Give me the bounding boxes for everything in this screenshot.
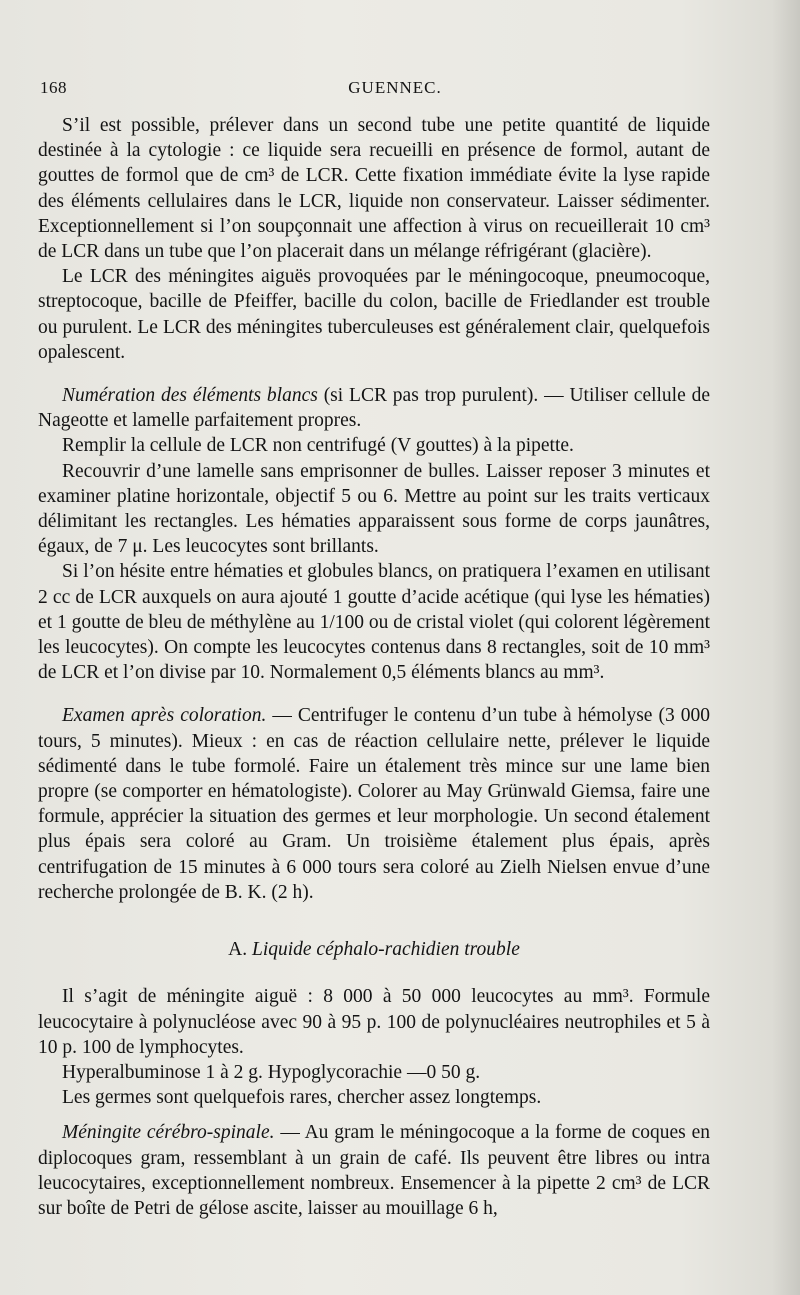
paragraph-cytology: S’il est possible, prélever dans un second tube une petite quantité de liquide destinée à la cytologie : ce liquide sera recueilli en présence de formol, autant de gouttes de formol que de cm³ de LCR. Cette fixation immédiate évite la lyse rapide des éléments cellulaires dans le LCR, liquide non conservateur. Laisser sédimenter. Exceptionnellement si l’on soupçonnait une affection à virus on recueillerait 10 cm³ de LCR dans un tube que l’on placerait dans un mélange réfrigérant (glacière). <box>38 115 710 263</box>
paragraph-acute-meningitis: Le LCR des méningites aiguës provoquées par le méningocoque, pneumocoque, streptocoque, bacille de Pfeiffer, bacille du colon, bacille de Friedlander est trouble ou purulent. Le LCR des méningites tuberculeuses est généralement clair, quelquefois opalescent. <box>38 266 710 363</box>
paragraph-text: — Centrifuger le contenu d’un tube à hémolyse (3 000 tours, 5 minutes). Mieux : en cas de réaction cellulaire nette, prélever le liquide sédimenté dans le tube formolé. Faire un étalement très mince sur une lame bien propre (se comporter en hématologiste). Colorer au May Grünwald Giemsa, faire une formule, apprécier la situation des germes et leur morphologie. Un second étalement plus épais sera coloré au Gram. Un troisième étalement plus épais, après centrifugation de 15 minutes à 6 000 tours sera coloré au Zielh Nielsen envue d’une recherche prolongée de B. K. (2 h). <box>38 705 710 903</box>
paragraph-lead: Examen après coloration. <box>62 705 267 727</box>
paragraph-cover-slip: Recouvrir d’une lamelle sans emprisonner de bulles. Laisser reposer 3 minutes et examiner platine horizontale, objectif 5 ou 6. Mettre au point sur les traits verticaux délimitant les rectangles. Les hématies apparaissent sous forme de corps jaunâtres, égaux, de 7 μ. Les leucocytes sont brillants. <box>38 460 710 558</box>
page-header <box>40 70 750 104</box>
paragraph-text: — Au gram le méningocoque a la forme de coques en diplocoques gram, ressemblant à un grain de café. Ils peuvent être libres ou intra leucocytaires, exceptionnellement nombreux. Ensemencer à la pipette 2 cm³ de LCR sur boîte de Petri de gélose ascite, laisser au mouillage 6 h, <box>38 1122 710 1219</box>
section-number: A. <box>228 939 248 961</box>
section-title: Liquide céphalo-rachidien trouble <box>251 939 520 961</box>
paragraph-text: (si LCR pas trop purulent). — Utiliser cellule de Nageotte et lamelle parfaitement propres. <box>38 385 711 432</box>
paragraph-fill-cell: Remplir la cellule de LCR non centrifugé (V gouttes) à la pipette. <box>62 435 574 457</box>
page-number: 168 <box>40 78 67 97</box>
running-head: GUENNEC. <box>348 78 442 97</box>
paragraph-staining <box>38 703 710 905</box>
paragraph-acute: Il s’agit de méningite aiguë : 8 000 à 50 000 leucocytes au mm³. Formule leucocytaire à polynucléose avec 90 à 95 p. 100 de polynucléaires neutrophiles et 5 à 10 p. 100 de lymphocytes. <box>38 986 710 1058</box>
paragraph-cerebrospinal <box>38 1120 710 1221</box>
paragraph-lead: Numération des éléments blancs <box>62 385 318 407</box>
binding-shadow <box>772 0 800 1295</box>
paragraph-lead: Méningite cérébro-spinale. <box>62 1122 275 1144</box>
paragraph-albumin: Hyperalbuminose 1 à 2 g. Hypoglycorachie —0 50 g. <box>62 1061 481 1083</box>
paragraph-white-count <box>38 383 710 433</box>
paragraph-hesitation: Si l’on hésite entre hématies et globules blancs, on pratiquera l’examen en utilisant 2 cc de LCR auxquels on aura ajouté 1 goutte d’acide acétique (qui lyse les hématies) et 1 goutte de bleu de méthylène au 1/100 ou de cristal violet (qui colorent légèrement les leucocytes). On compte les leucocytes contenus dans 8 rectangles, soit de 10 mm³ de LCR et l’on divise par 10. Normalement 0,5 éléments blancs au mm³. <box>38 561 710 684</box>
section-heading <box>38 937 710 962</box>
paragraph-germs: Les germes sont quelquefois rares, chercher assez longtemps. <box>62 1087 542 1109</box>
page-body <box>38 113 710 1221</box>
